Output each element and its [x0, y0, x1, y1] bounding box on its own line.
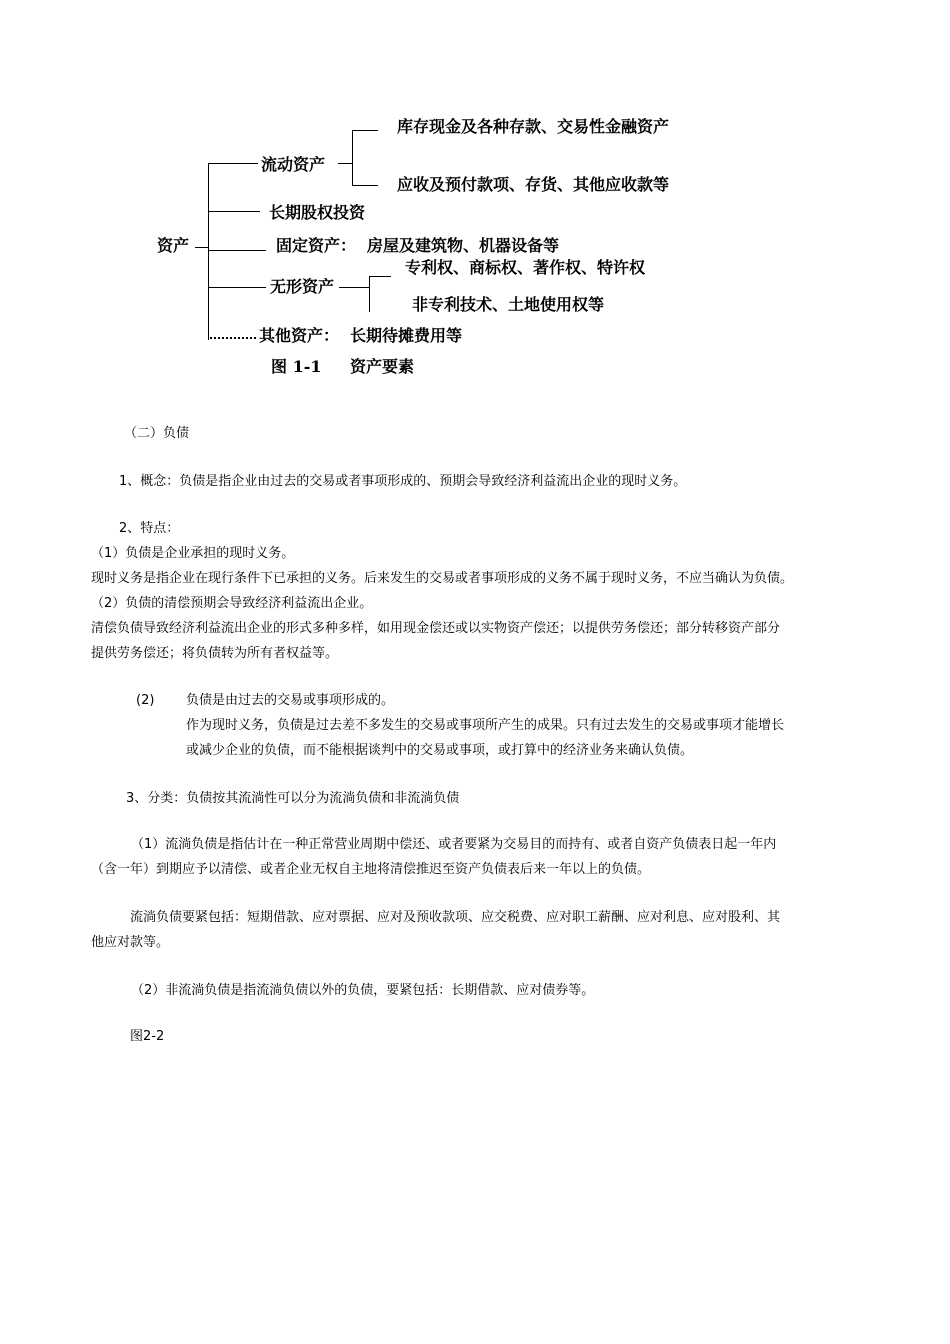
fixed-assets-connector [208, 250, 266, 251]
intangible-sub-2-label: 非专利技术、土地使用权等 [412, 295, 605, 314]
fixed-assets-label: 固定资产： [276, 236, 357, 255]
feature-1: （1）负债是企业承担的现时义务。 [91, 546, 295, 561]
other-assets-label: 其他资产： [259, 326, 340, 345]
current-sub-connector [338, 163, 352, 164]
intangible-connector [208, 287, 266, 288]
figure-caption-number: 图 1-1 [271, 357, 322, 376]
root-label: 资产 [157, 236, 190, 255]
current-sub-2-line [352, 185, 378, 186]
current-liabilities-items-line-1: 流淌负债要紧包括：短期借款、应对票据、应对及预收款项、应交税费、应对职工薪酬、应对利息、应对股利、其 [130, 910, 781, 925]
current-sub-2-label: 应收及预付款项、存货、其他应收款等 [397, 175, 670, 194]
classification-heading: 3、分类：负债按其流淌性可以分为流淌负债和非流淌负债 [126, 791, 460, 806]
intangible-sub-bracket [369, 276, 370, 312]
current-assets-connector [208, 163, 258, 164]
root-connector [195, 247, 209, 248]
asset-elements-diagram [0, 0, 950, 400]
figure-caption-text: 资产要素 [350, 357, 415, 376]
feature-3-desc-line-1: 作为现时义务，负债是过去差不多发生的交易或事项所产生的成果。只有过去发生的交易或事项才能增长 [186, 718, 785, 733]
noncurrent-liabilities: （2）非流淌负债是指流淌负债以外的负债，要紧包括：长期借款、应对债券等。 [131, 983, 595, 998]
feature-2: （2）负债的清偿预期会导致经济利益流出企业。 [91, 596, 373, 611]
current-sub-bracket [352, 130, 353, 186]
intangible-sub-connector [339, 287, 369, 288]
intangible-sub-1-line [369, 276, 391, 277]
current-sub-1-line [352, 130, 378, 131]
intangible-label: 无形资产 [270, 277, 335, 296]
current-liabilities-line-1: （1）流淌负债是指估计在一种正常营业周期中偿还、或者要紧为交易目的而持有、或者自资产负债表日起一年内 [131, 837, 777, 852]
fixed-assets-desc: 房屋及建筑物、机器设备等 [367, 236, 560, 255]
figure-reference: 图2-2 [130, 1029, 165, 1044]
spine-line [208, 163, 209, 340]
features-heading: 2、特点： [119, 521, 180, 536]
other-assets-desc: 长期待摊费用等 [350, 326, 463, 345]
feature-2-desc-line-2: 提供劳务偿还；将负债转为所有者权益等。 [91, 646, 339, 661]
current-liabilities-line-2: （含一年）到期应予以清偿、或者企业无权自主地将清偿推迟至资产负债表后来一年以上的负债。 [91, 862, 651, 877]
concept-paragraph: 1、概念：负债是指企业由过去的交易或者事项形成的、预期会导致经济利益流出企业的现时义务。 [119, 474, 687, 489]
long-term-equity-label: 长期股权投资 [269, 203, 366, 222]
current-assets-label: 流动资产 [261, 155, 326, 174]
other-assets-connector [210, 337, 256, 339]
feature-3-title: 负债是由过去的交易或事项形成的。 [186, 693, 395, 708]
current-liabilities-items-line-2: 他应对款等。 [91, 935, 170, 950]
intangible-sub-1-label: 专利权、商标权、著作权、特许权 [405, 258, 646, 277]
feature-3-number: (2) [136, 693, 155, 708]
current-sub-1-label: 库存现金及各种存款、交易性金融资产 [397, 117, 670, 136]
feature-1-desc: 现时义务是指企业在现行条件下已承担的义务。后来发生的交易或者事项形成的义务不属于现时义务，不应当确认为负债。 [91, 571, 794, 586]
long-term-equity-connector [208, 211, 260, 212]
feature-2-desc-line-1: 清偿负债导致经济利益流出企业的形式多种多样，如用现金偿还或以实物资产偿还；以提供劳务偿还；部分转移资产部分 [91, 621, 781, 636]
feature-3-desc-line-2: 或减少企业的负债，而不能根据谈判中的交易或事项，或打算中的经济业务来确认负债。 [186, 743, 694, 758]
section-heading: （二）负债 [124, 426, 190, 441]
